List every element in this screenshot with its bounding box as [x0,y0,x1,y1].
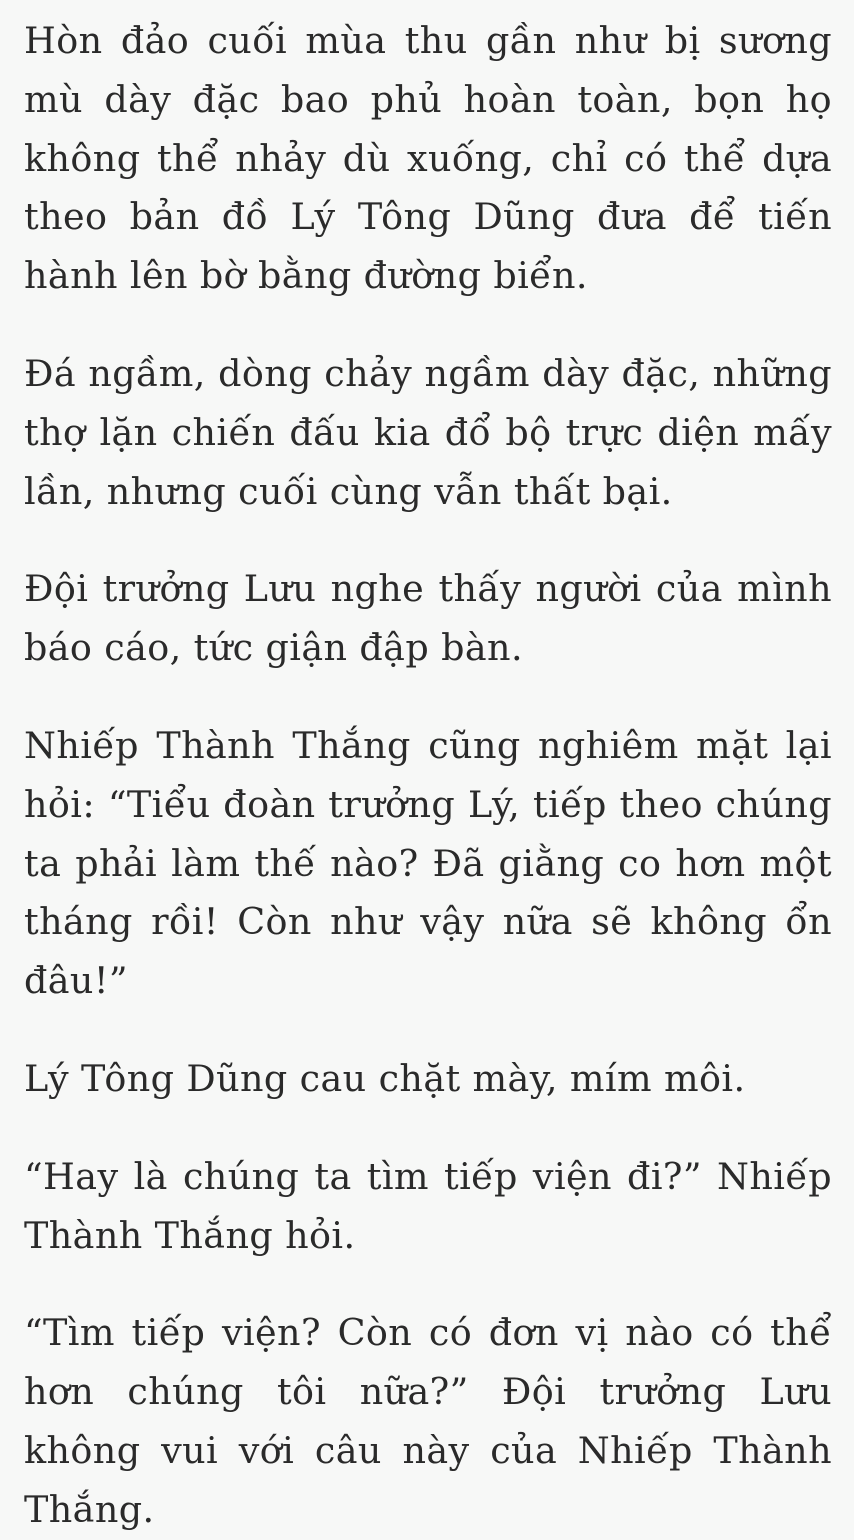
article-body [24,12,832,1540]
paragraph: Lý Tông Dũng cau chặt mày, mím môi. [24,1056,746,1100]
paragraph: “Tìm tiếp viện? Còn có đơn vị nào có thể hơn chúng tôi nữa?” Đội trưởng Lưu không vui với câu này của Nhiếp Thành Thắng. [24,1311,832,1531]
paragraph: Hòn đảo cuối mùa thu gần như bị sương mù dày đặc bao phủ hoàn toàn, bọn họ không thể nhảy dù xuống, chỉ có thể dựa theo bản đồ Lý Tông Dũng đưa để tiến hành lên bờ bằng đường biển. [24,19,832,298]
paragraph: Nhiếp Thành Thắng cũng nghiêm mặt lại hỏi: “Tiểu đoàn trưởng Lý, tiếp theo chúng ta phải làm thế nào? Đã giằng co hơn một tháng rồi! Còn như vậy nữa sẽ không ổn đâu!” [24,723,832,1003]
paragraph: Đội trưởng Lưu nghe thấy người của mình báo cáo, tức giận đập bàn. [24,567,832,670]
paragraph: “Hay là chúng ta tìm tiếp viện đi?” Nhiếp Thành Thắng hỏi. [24,1154,832,1257]
paragraph: Đá ngầm, dòng chảy ngầm dày đặc, những thợ lặn chiến đấu kia đổ bộ trực diện mấy lần, nhưng cuối cùng vẫn thất bại. [24,351,832,513]
